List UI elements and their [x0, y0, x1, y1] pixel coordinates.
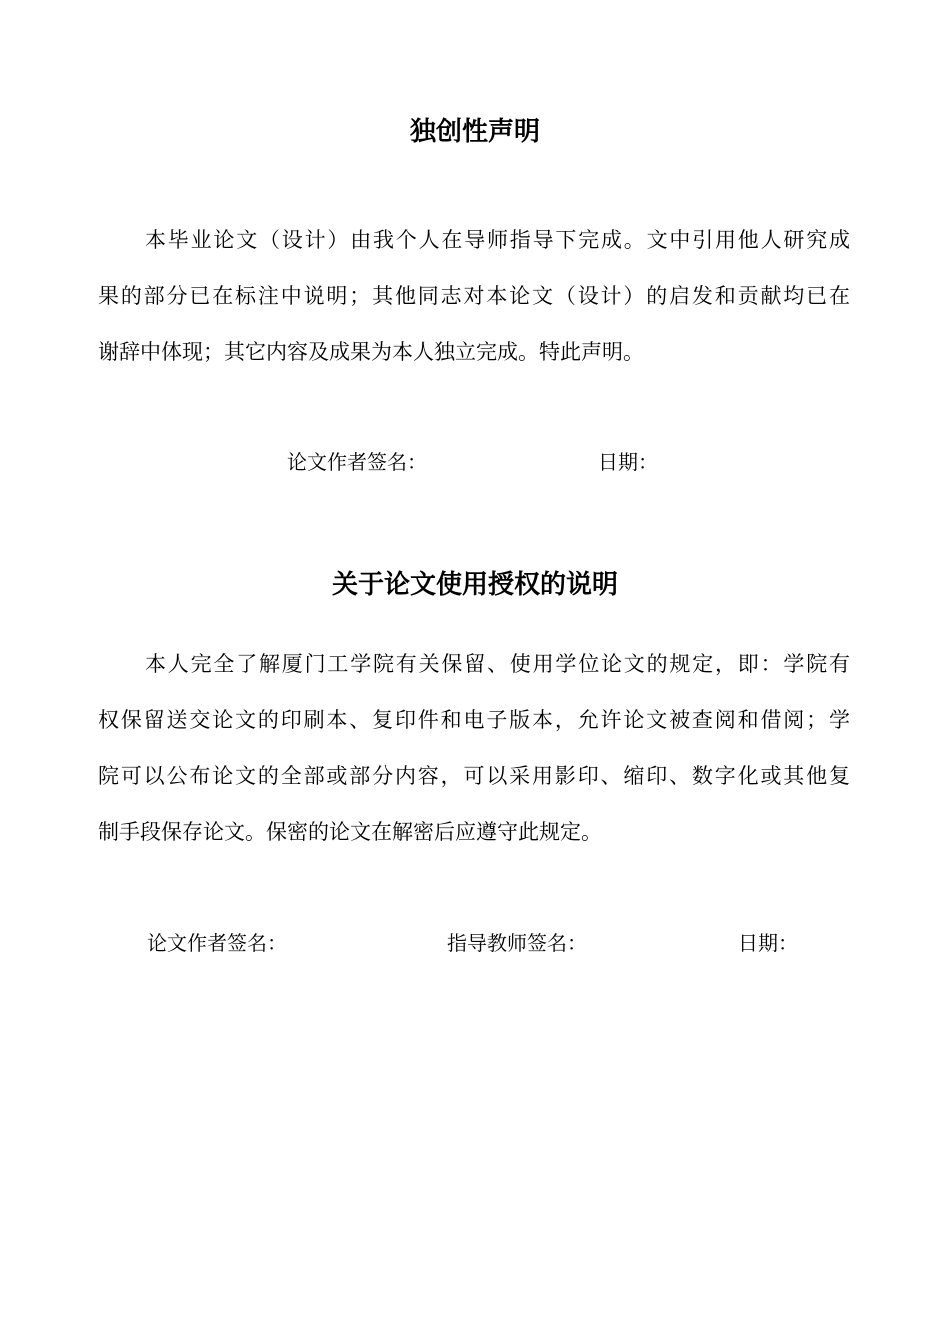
authorization-line: 院可以公布论文的全部或部分内容，可以采用影印、缩印、数字化或其他复 — [98, 764, 850, 788]
declaration-line: 果的部分已在标注中说明；其他同志对本论文（设计）的启发和贡献均已在 — [98, 284, 850, 308]
declaration-line: 本毕业论文（设计）由我个人在导师指导下完成。文中引用他人研究成 — [145, 228, 850, 252]
advisor-signature-label: 指导教师签名： — [447, 931, 587, 955]
authorization-line: 权保留送交论文的印刷本、复印件和电子版本，允许论文被查阅和借阅；学 — [98, 708, 850, 732]
declaration-line: 谢辞中体现；其它内容及成果为本人独立完成。特此声明。 — [98, 340, 644, 364]
date-label: 日期： — [598, 450, 658, 474]
author-signature-label: 论文作者签名： — [287, 450, 427, 474]
declaration-title: 独创性声明 — [409, 117, 540, 147]
authorization-title: 关于论文使用授权的说明 — [331, 570, 618, 600]
author-signature-label: 论文作者签名： — [147, 931, 287, 955]
authorization-line: 本人完全了解厦门工学院有关保留、使用学位论文的规定，即：学院有 — [145, 652, 850, 676]
authorization-line: 制手段保存论文。保密的论文在解密后应遵守此规定。 — [98, 820, 602, 844]
date-label: 日期： — [738, 931, 798, 955]
